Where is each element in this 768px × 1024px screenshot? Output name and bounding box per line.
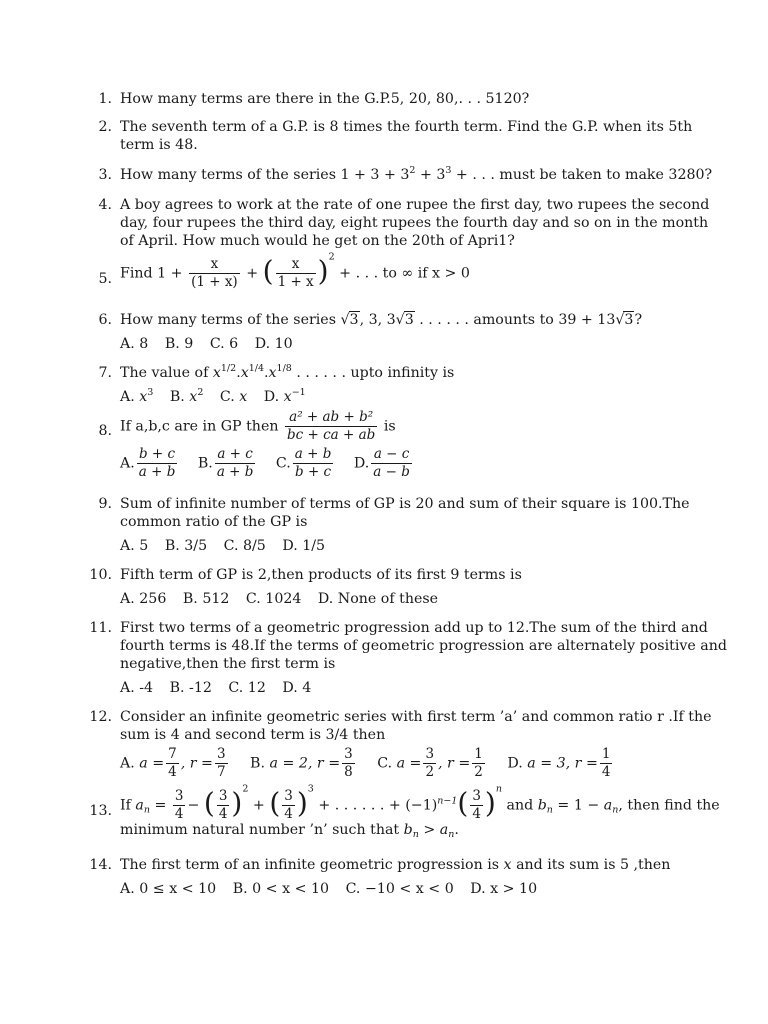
text-part: + . . . . . . + (−1) bbox=[318, 797, 438, 814]
option-letter: D. bbox=[507, 755, 523, 772]
answer-options bbox=[120, 388, 680, 406]
subscript: n bbox=[412, 829, 419, 840]
question-text: Consider an infinite geometric series with first term ’a’ and common ratio r .If the bbox=[120, 709, 712, 725]
denominator: 4 bbox=[174, 806, 184, 822]
option-b: B. -12 bbox=[169, 680, 212, 696]
question-text: How many terms are there in the G.P.5, 20, 80,. . . 5120? bbox=[120, 91, 530, 107]
text-part: Find 1 + bbox=[120, 265, 183, 282]
exponent: n−1 bbox=[437, 795, 458, 807]
fraction bbox=[173, 788, 186, 823]
text-part: How many terms of the series 1 + 3 + 3 bbox=[120, 167, 410, 183]
subscript: n bbox=[612, 804, 619, 816]
denominator: a + b bbox=[216, 464, 254, 480]
numerator: a + b bbox=[294, 446, 332, 462]
answer-options bbox=[120, 446, 680, 481]
denominator: 2 bbox=[425, 764, 435, 780]
question-text bbox=[120, 409, 680, 444]
question-number: 12. bbox=[89, 709, 112, 725]
answer-options bbox=[120, 746, 680, 781]
numerator: 1 bbox=[474, 746, 483, 762]
fraction bbox=[215, 746, 228, 781]
exponent: 2 bbox=[197, 387, 204, 398]
denominator: 4 bbox=[472, 806, 481, 822]
option-text: 0 < x < 10 bbox=[252, 881, 330, 897]
option-a bbox=[120, 746, 230, 781]
denominator: 8 bbox=[344, 764, 353, 780]
denominator: a + b bbox=[138, 464, 176, 480]
numerator: 3 bbox=[425, 746, 435, 762]
exponent: 3 bbox=[147, 387, 154, 398]
denominator: 4 bbox=[218, 806, 228, 822]
text-part: . . . . . . amounts to 39 + 13 bbox=[414, 312, 616, 328]
numerator: x bbox=[210, 256, 219, 272]
option-letter: A. bbox=[120, 755, 135, 772]
exponent: n bbox=[495, 783, 502, 795]
option-a: A. 8 bbox=[120, 336, 149, 352]
denominator: 4 bbox=[168, 764, 177, 780]
text-part: + 3 bbox=[415, 167, 446, 183]
option-b: B. 3/5 bbox=[164, 538, 208, 554]
fraction bbox=[215, 446, 256, 481]
option-letter: B. bbox=[232, 881, 253, 897]
option-b: B. 9 bbox=[164, 336, 194, 352]
fraction bbox=[217, 788, 230, 823]
fraction bbox=[166, 746, 179, 781]
option-letter: A. bbox=[120, 881, 140, 897]
right-paren: ) bbox=[317, 254, 329, 288]
question-formula bbox=[120, 783, 720, 823]
option-letter: A. bbox=[120, 389, 140, 405]
option-letter: D. bbox=[263, 389, 284, 405]
question-number: 14. bbox=[89, 857, 112, 873]
radicand: 3 bbox=[349, 312, 359, 328]
variable: x bbox=[503, 857, 512, 873]
text-part: , 3, 3 bbox=[359, 312, 396, 328]
text-part: If bbox=[120, 797, 136, 814]
variable: x bbox=[268, 365, 277, 381]
option-letter: D. bbox=[470, 881, 491, 897]
option-d bbox=[470, 880, 537, 898]
text-part: . . . . . . upto infinity is bbox=[291, 365, 455, 381]
fraction bbox=[276, 256, 316, 291]
numerator: 3 bbox=[284, 788, 293, 804]
exponent: 1/2 bbox=[220, 363, 237, 374]
question-number: 11. bbox=[89, 620, 112, 636]
question-text: Fifth term of GP is 2,then products of its first 9 terms is bbox=[120, 567, 522, 583]
text-part: minimum natural number ’n’ such that bbox=[120, 822, 404, 838]
exponent: 2 bbox=[409, 165, 416, 176]
fraction bbox=[423, 746, 436, 781]
denominator: a − b bbox=[373, 464, 410, 480]
variable: a bbox=[135, 797, 144, 814]
option-b: B. 512 bbox=[182, 591, 230, 607]
right-paren: ) bbox=[296, 786, 308, 820]
text-part: and its sum is 5 ,then bbox=[511, 857, 671, 873]
option-letter: C. bbox=[345, 881, 365, 897]
option-text: a = bbox=[139, 755, 165, 772]
option-letter: C. bbox=[377, 755, 393, 772]
answer-options bbox=[120, 335, 680, 353]
variable: x bbox=[189, 389, 198, 405]
right-paren: ) bbox=[484, 786, 496, 820]
left-paren: ( bbox=[457, 786, 469, 820]
option-c bbox=[346, 880, 454, 898]
numerator: 3 bbox=[344, 746, 353, 762]
option-text: −10 < x < 0 bbox=[364, 881, 454, 897]
fraction bbox=[472, 746, 485, 781]
exponent: 3 bbox=[445, 165, 452, 176]
question-number: 9. bbox=[98, 496, 112, 512]
subscript: n bbox=[143, 804, 150, 816]
numerator: a − c bbox=[373, 446, 410, 462]
denominator: bc + ca + ab bbox=[287, 427, 376, 443]
denominator: b + c bbox=[293, 463, 334, 481]
question-number: 3. bbox=[98, 167, 112, 183]
numerator: 1 bbox=[601, 746, 611, 762]
fraction bbox=[293, 446, 334, 481]
text-part: ? bbox=[634, 312, 643, 328]
fraction bbox=[371, 446, 412, 481]
denominator: (1 + x) bbox=[191, 274, 238, 290]
fraction bbox=[470, 788, 483, 823]
question-number: 7. bbox=[98, 365, 112, 381]
option-d bbox=[507, 746, 614, 781]
option-c bbox=[220, 388, 247, 406]
question-number: 13. bbox=[89, 803, 112, 819]
text-part: = 1 − bbox=[552, 797, 604, 814]
left-paren: ( bbox=[269, 786, 281, 820]
question-text: The value of $x^{1/2}.x^{1/4}.x^{1/8}$ . . . . . . upto infinity is bbox=[120, 363, 455, 381]
numerator: 3 bbox=[174, 788, 184, 804]
numerator: 3 bbox=[216, 746, 226, 762]
option-d: D. None of these bbox=[317, 591, 439, 607]
option-a: A. 5 bbox=[120, 538, 149, 554]
question-text bbox=[120, 856, 680, 874]
denominator: 2 bbox=[474, 764, 483, 780]
answer-options bbox=[120, 590, 680, 608]
numerator: 7 bbox=[168, 746, 177, 762]
option-c bbox=[276, 446, 335, 481]
variable: b bbox=[537, 797, 547, 814]
fraction bbox=[600, 746, 613, 781]
option-a: A. 256 bbox=[120, 591, 167, 607]
answer-options bbox=[120, 679, 680, 697]
question-text: First two terms of a geometric progression add up to 12.The sum of the third and bbox=[120, 620, 708, 636]
radicand: 3 bbox=[624, 312, 634, 328]
text-part: and bbox=[506, 797, 538, 814]
text-part: How many terms of the series bbox=[120, 312, 341, 328]
radicand: 3 bbox=[404, 312, 414, 328]
denominator: 7 bbox=[216, 764, 226, 780]
option-a bbox=[120, 446, 179, 481]
answer-options bbox=[120, 880, 680, 898]
option-c: C. 1024 bbox=[245, 591, 302, 607]
question-text: fourth terms is 48.If the terms of geometric progression are alternately positive and bbox=[120, 638, 727, 654]
text-part: . bbox=[454, 822, 459, 838]
option-text: 0 ≤ x < 10 bbox=[139, 881, 217, 897]
question-text: The seventh term of a G.P. is 8 times the fourth term. Find the G.P. when its 5th bbox=[120, 119, 693, 135]
option-b bbox=[233, 880, 329, 898]
denominator: 1 + x bbox=[277, 274, 314, 290]
subscript: n bbox=[448, 829, 455, 840]
option-text: a = 2, r = bbox=[269, 755, 341, 772]
text-part: The first term of an infinite geometric progression is bbox=[120, 857, 504, 873]
numerator: x bbox=[291, 256, 300, 272]
text-part: , then find the bbox=[618, 797, 720, 814]
text-part: > bbox=[418, 822, 440, 838]
exponent: −1 bbox=[291, 387, 306, 398]
question-text: Sum of infinite number of terms of GP is 20 and sum of their square is 100.The bbox=[120, 496, 690, 512]
option-c: C. 8/5 bbox=[223, 538, 266, 554]
option-letter: B. bbox=[197, 455, 213, 472]
question-number: 1. bbox=[98, 91, 112, 107]
option-letter: B. bbox=[250, 755, 265, 772]
variable: a bbox=[603, 797, 613, 814]
option-d: D. 10 bbox=[254, 336, 293, 352]
right-paren: ) bbox=[231, 786, 243, 820]
option-text: , r = bbox=[438, 755, 471, 772]
text-part: + . . . must be taken to make 3280? bbox=[451, 167, 713, 183]
text-part: If a,b,c are in GP then bbox=[120, 418, 279, 435]
option-a: A. -4 bbox=[120, 680, 154, 696]
exponent: 1/4 bbox=[248, 363, 265, 374]
variable: x bbox=[283, 389, 292, 405]
variable: x bbox=[139, 389, 148, 405]
fraction bbox=[342, 746, 355, 781]
question-number: 10. bbox=[89, 567, 112, 583]
answer-options bbox=[120, 537, 680, 555]
exponent: 2 bbox=[328, 251, 335, 263]
option-letter: A. bbox=[120, 455, 135, 472]
variable: x bbox=[239, 389, 248, 405]
numerator: a + c bbox=[217, 446, 253, 462]
question-number: 8. bbox=[98, 423, 112, 439]
option-c: C. 12 bbox=[228, 680, 266, 696]
variable: x bbox=[212, 365, 221, 381]
option-text: a = bbox=[396, 755, 422, 772]
question-text bbox=[120, 165, 713, 184]
option-b bbox=[198, 446, 258, 481]
left-paren: ( bbox=[262, 254, 274, 288]
option-d bbox=[354, 446, 414, 481]
question-text: common ratio of the GP is bbox=[120, 514, 308, 530]
exponent: 3 bbox=[307, 783, 314, 795]
question-text: A boy agrees to work at the rate of one rupee the first day, two rupees the second bbox=[120, 197, 710, 213]
option-c: C. 6 bbox=[209, 336, 239, 352]
question-text: term is 48. bbox=[120, 137, 198, 153]
question-text: sum is 4 and second term is 3/4 then bbox=[120, 727, 386, 743]
question-number: 4. bbox=[98, 197, 112, 213]
question-number: 6. bbox=[98, 312, 112, 328]
exponent: 2 bbox=[242, 783, 249, 795]
option-c bbox=[377, 746, 487, 781]
question-number: 2. bbox=[98, 119, 112, 135]
text-part: + bbox=[246, 265, 259, 282]
exponent: 1/8 bbox=[276, 363, 292, 374]
numerator: a² + ab + b² bbox=[289, 409, 374, 425]
option-letter: C. bbox=[275, 455, 291, 472]
option-letter: D. bbox=[353, 455, 370, 472]
option-b bbox=[250, 746, 357, 781]
variable: a bbox=[439, 822, 449, 838]
left-paren: ( bbox=[203, 786, 215, 820]
question-formula bbox=[120, 251, 680, 291]
fraction bbox=[282, 788, 295, 823]
option-a bbox=[120, 880, 216, 898]
text-part: The value of bbox=[120, 365, 213, 381]
text-part: is bbox=[383, 418, 396, 435]
question-text: day, four rupees the third day, eight rupees the fourth day and so on in the month bbox=[120, 215, 709, 231]
option-d bbox=[264, 388, 306, 406]
question-text: How many terms of the series √3, 3, 3√3 . . . . . . amounts to 39 + 13√3? bbox=[120, 312, 643, 328]
option-text: x > 10 bbox=[490, 881, 538, 897]
fraction bbox=[285, 409, 377, 444]
fraction bbox=[137, 446, 178, 481]
question-number: 5. bbox=[98, 271, 112, 287]
text-part: = bbox=[149, 797, 167, 814]
fraction bbox=[189, 256, 240, 291]
option-text: , r = bbox=[180, 755, 213, 772]
option-d: D. 1/5 bbox=[282, 538, 326, 554]
variable: x bbox=[240, 365, 249, 381]
option-text: a = 3, r = bbox=[527, 755, 598, 772]
subscript: n bbox=[546, 804, 553, 816]
numerator: 3 bbox=[472, 788, 481, 804]
option-d: D. 4 bbox=[282, 680, 312, 696]
question-text: of April. How much would he get on the 20th of Apri1? bbox=[120, 233, 515, 249]
denominator: 4 bbox=[284, 806, 293, 822]
numerator: 3 bbox=[218, 788, 228, 804]
option-a bbox=[120, 388, 153, 406]
text-part: − bbox=[187, 797, 200, 814]
variable: b bbox=[403, 822, 413, 838]
option-letter: C. bbox=[219, 389, 240, 405]
numerator: b + c bbox=[139, 446, 176, 462]
question-text: negative,then the first term is bbox=[120, 656, 336, 672]
text-part: + bbox=[252, 797, 265, 814]
option-letter: B. bbox=[169, 389, 190, 405]
option-b bbox=[170, 388, 204, 406]
question-text bbox=[120, 821, 690, 839]
denominator: 4 bbox=[601, 764, 611, 780]
text-part: + . . . to ∞ if x > 0 bbox=[339, 265, 470, 282]
